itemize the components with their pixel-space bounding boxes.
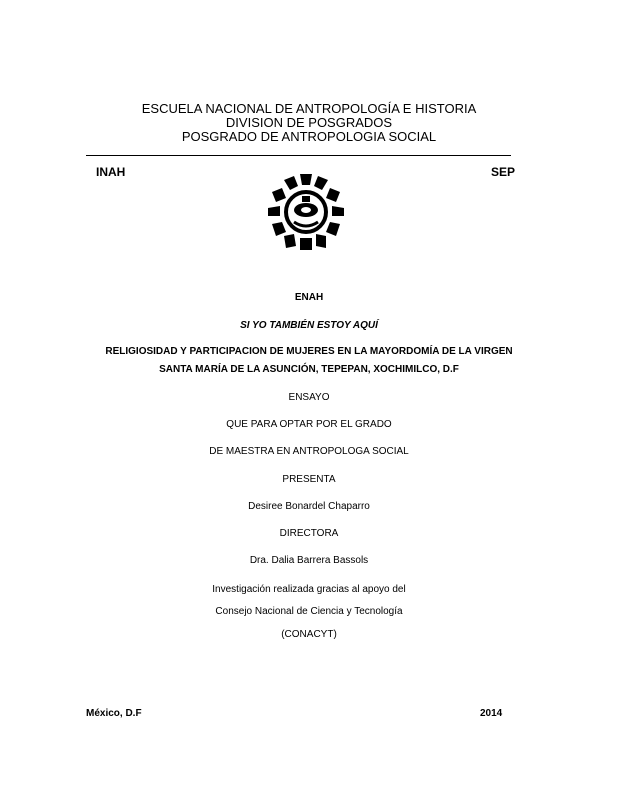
funding-line1: Investigación realizada gracias al apoyo del (212, 584, 406, 595)
thesis-subtitle-line1: RELIGIOSIDAD Y PARTICIPACION DE MUJERES EN LA MAYORDOMÍA DE LA VIRGEN (105, 346, 513, 357)
header-line-division: DIVISION DE POSGRADOS (225, 115, 393, 130)
footer-year: 2014 (480, 708, 503, 719)
purpose-line2: DE MAESTRA EN ANTROPOLOGA SOCIAL (209, 446, 409, 457)
director-name: Dra. Dalia Barrera Bassols (249, 555, 369, 566)
purpose-line1: QUE PARA OPTAR POR EL GRADO (226, 419, 392, 430)
thesis-title: SI YO TAMBIÉN ESTOY AQUÍ (240, 320, 378, 331)
school-name: ENAH (294, 292, 324, 303)
institution-right: SEP (491, 165, 516, 179)
institution-left: INAH (96, 165, 126, 179)
funding-line2: Consejo Nacional de Ciencia y Tecnología (215, 606, 403, 617)
presents-label: PRESENTA (282, 474, 336, 485)
footer-place: México, D.F (86, 708, 142, 719)
header-line-program: POSGRADO DE ANTROPOLOGIA SOCIAL (181, 129, 437, 144)
funding-line3: (CONACYT) (281, 629, 337, 640)
header-line-school: ESCUELA NACIONAL DE ANTROPOLOGÍA E HISTORIA (141, 101, 477, 116)
work-type: ENSAYO (288, 392, 330, 403)
header-divider (86, 155, 511, 156)
director-label: DIRECTORA (279, 528, 339, 539)
author-name: Desiree Bonardel Chaparro (248, 501, 370, 512)
thesis-subtitle-line2: SANTA MARÍA DE LA ASUNCIÓN, TEPEPAN, XOCHIMILCO, D.F (159, 364, 459, 375)
enah-logo-icon (264, 172, 348, 252)
